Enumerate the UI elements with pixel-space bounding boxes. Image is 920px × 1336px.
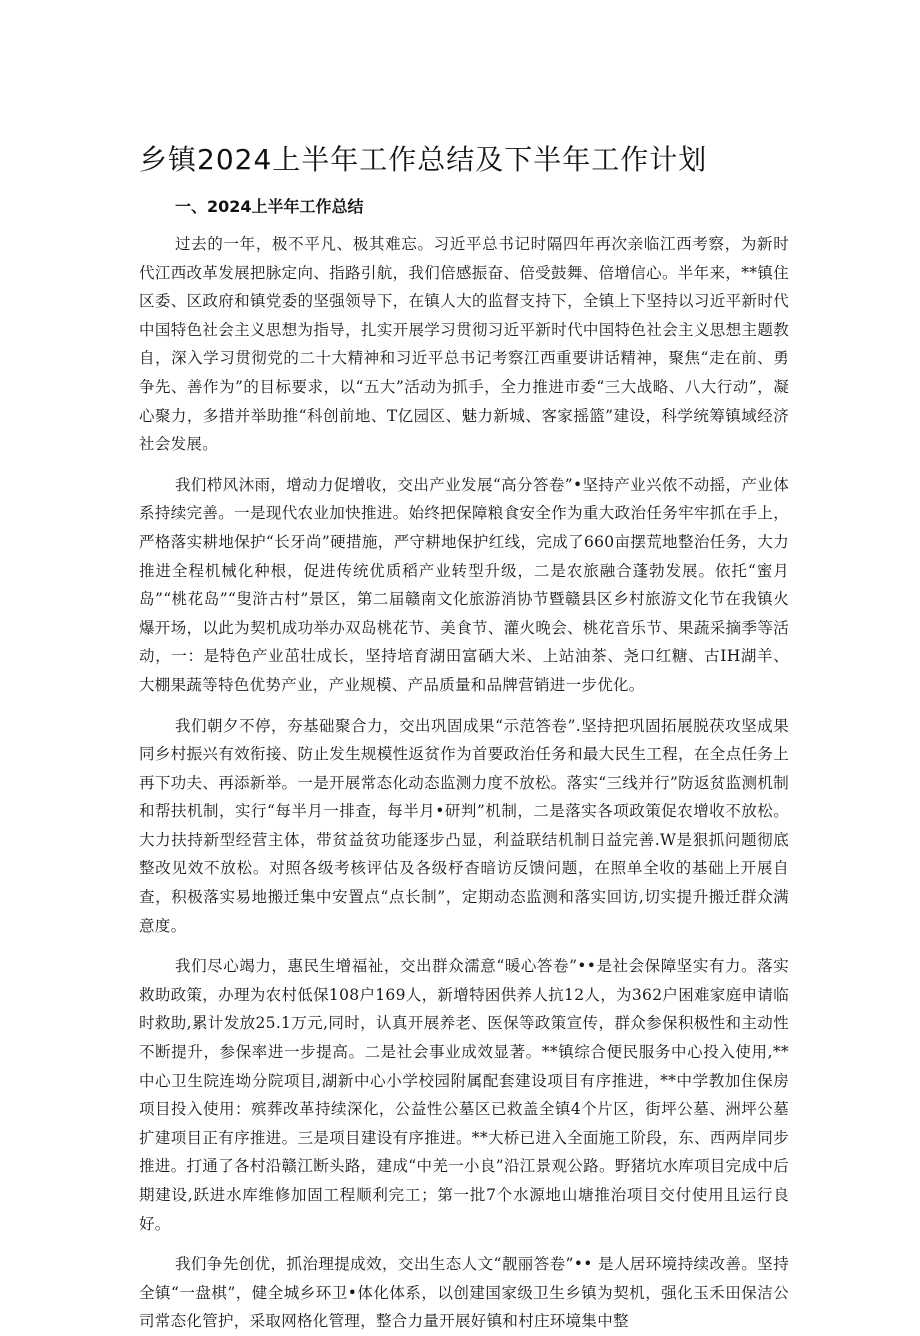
paragraph: 我们朝夕不停，夯基础聚合力，交出巩固成果“示范答卷”.坚持把巩固拓展脱茯攻坚成果同乡村振兴有效衔接、防止发生规模性返贫作为首要政治任务和最大民生工程，在全点任务上再下功夫、再添新举。一是开展常态化动态监测力度不放松。落实“三线并行”防返贫监测机制和帮扶机制，实行“每半月一排查，每半月•研判”机制，二是落实各项政策促农增收不放松。大力扶持新型经营主体，带贫益贫功能逐步凸显，利益联结机制日益完善.W是狠抓问题彻底整改见效不放松。对照各级考核评估及各级杼杳暗访反馈问题，在照单全收的基础上开展自查，积极落实易地搬迁集中安置点“点长制”，定期动态监测和落实回访,切实提升搬迁群众满意度。: [139, 716, 789, 935]
paragraph: 过去的一年，极不平凡、极其难忘。习近平总书记时隔四年再次亲临江西考察，为新时代江西改革发展把脉定向、指路引航，我们倍感振奋、倍受鼓舞、倍增信心。半年来，**镇住区委、区政府和镇党委的坚强领导下，在镇人大的监督支持下，全镇上下坚持以习近平新时代中国特色社会主义思想为指导，扎实开展学习贯彻习近平新时代中国特色社会主义思想主题教自，深入学习贯彻党的二十大精神和习近平总书记考察江西重要讲话精神，聚焦“走在前、勇争先、善作为”的目标要求，以“五大”活动为抓手，全力推进市委“三大战略、八大行动”，凝心聚力，多措并举助推“科创前地、T亿园区、魅力新城、客家摇篮”建设，科学统筹镇域经济社会发展。: [139, 235, 789, 454]
section-heading: 一、2024上半年工作总结: [175, 197, 364, 216]
paragraph: 我们尽心竭力，惠民生增福祉，交出群众濡意“暖心答卷”••是社会保障坚实有力。落实救助政策，办理为农村低保108户169人，新增特困供养人抗12人，为362户困难家庭申请临时救助,累计发放25.1万元,同时，认真开展养老、医保等政策宣传，群众参保积极性和主动性不断提升，参保率进一步提高。二是社会事业成效显著。**镇综合便民服务中心投入使用,**中心卫生院连坳分院项目,湖新中心小学校园附属配套建设项目有序推进，**中学教加住保房项目投入使用：殡葬改革持续深化，公益性公墓区已救盖全镇4个片区，街坪公墓、洲坪公墓扩建项目正有序推进。三是项目建设有序推进。**大桥已进入全面施工阶段，东、西两岸同步推进。打通了各村沿赣江断头路，建成“中羌一小良”沿江景观公路。野猪坑水库项目完成中后期建设,跃进水库维修加固工程顺利完工；第一批7个水源地山塘推治项目交付使用且运行良好。: [139, 957, 789, 1233]
paragraph: 我们争先创优，抓治理提成效，交出生态人文“靓丽答卷”•• 是人居环境持续改善。坚持全镇“一盘棋”，健全城乡环卫•体化体系，以创建国家级卫生乡镇为契机，强化玉禾田保洁公司常态化管护，采取网格化管理，整合力量开展好镇和村庄环境集中整: [139, 1255, 789, 1331]
paragraph: 我们栉风沐雨，增动力促增收，交出产业发展“高分答卷”•坚持产业兴侬不动摇，产业体系持续完善。一是现代农业加快推进。始终把保障粮食安全作为重大政治任务牢牢抓在手上，严格落实耕地保护“长牙尚”硬措施，严守耕地保护红线，完成了660亩摆荒地整治任务，大力推进全程机械化种根，促进传统优质稻产业转型升级，二是农旅融合蓬勃发展。依托“蜜月岛”“桃花岛”“叟浒古村”景区，第二届赣南文化旅游消协节暨赣县区乡村旅游文化节在我镇火爆开场，以此为契机成功举办双岛桃花节、美食节、灌火晚会、桃花音乐节、果蔬采摘季等活动，一：是特色产业茁壮成长，坚持培育湖田富硒大米、上站油茶、尧口红糖、古IH湖羊、大棚果蔬等特色优势产业，产业规模、产品质量和品牌营销进一步优化。: [139, 475, 789, 694]
document-title: 乡镇2024上半年工作总结及下半年工作计划: [139, 143, 708, 176]
document-page: [139, 140, 789, 1336]
